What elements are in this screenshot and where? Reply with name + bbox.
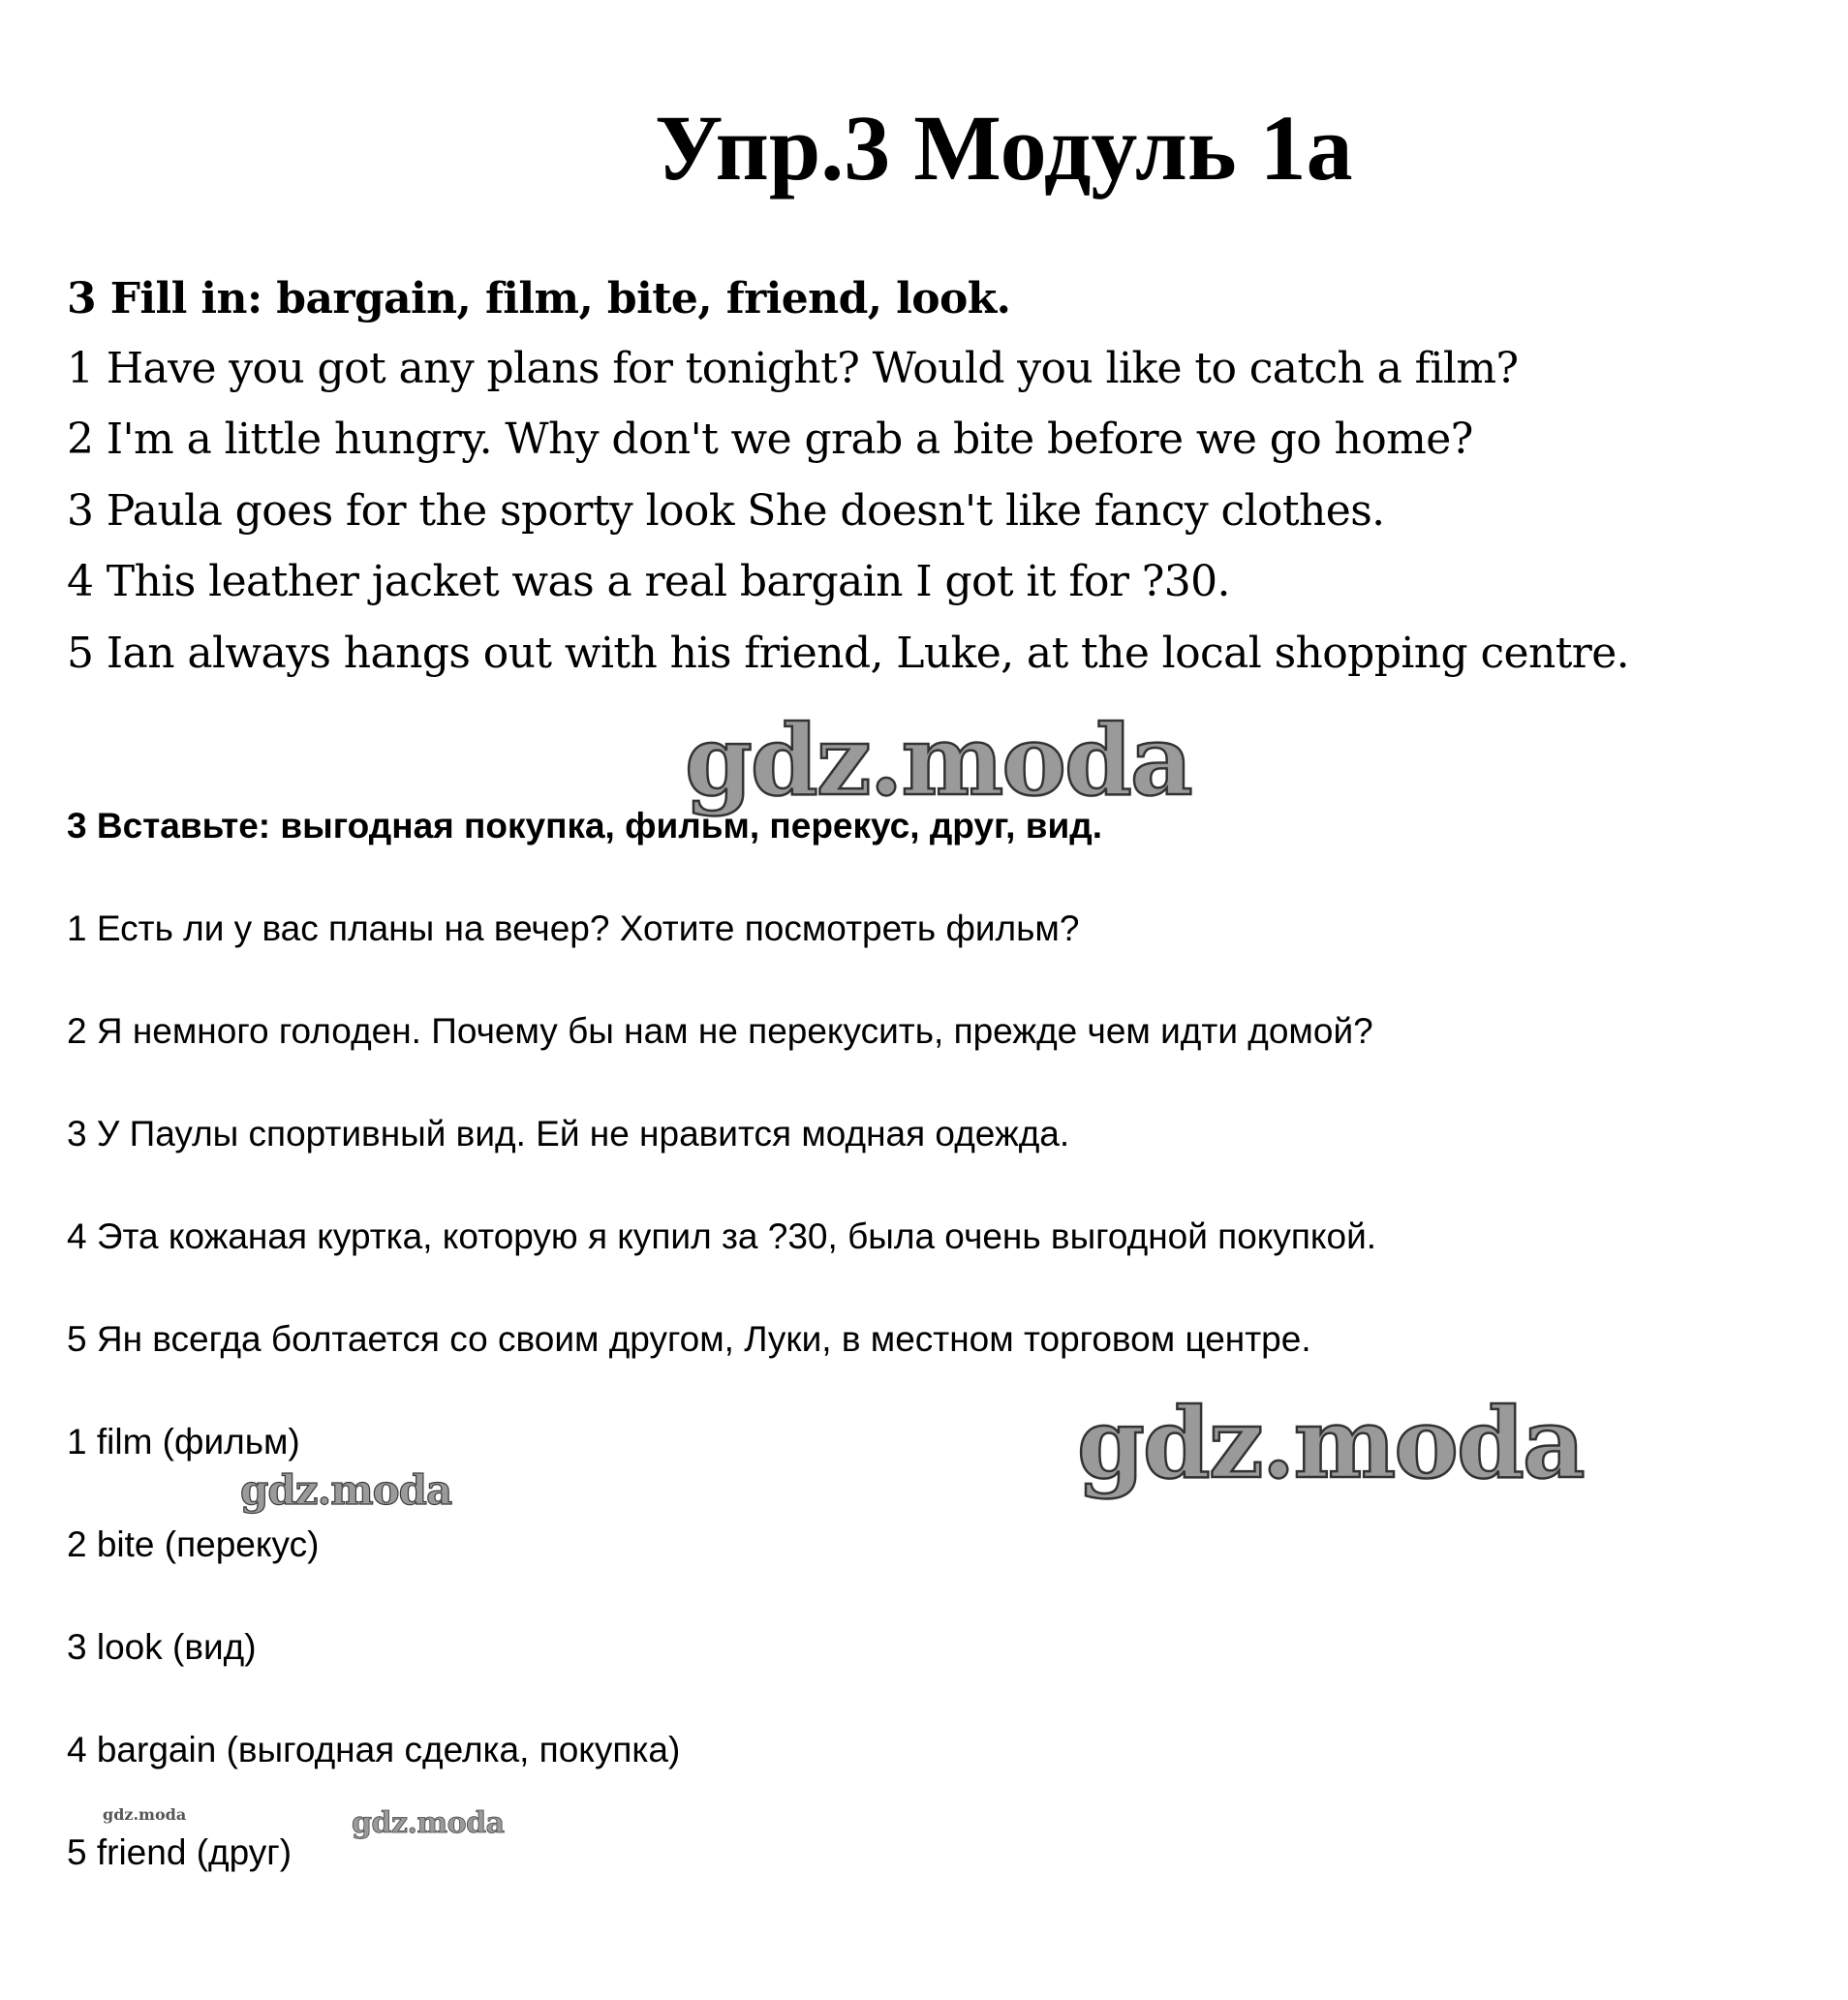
answer-2: 2 bite (перекус): [67, 1524, 320, 1564]
russian-sentence-1: 1 Есть ли у вас планы на вечер? Хотите посмотреть фильм?: [67, 908, 1080, 948]
answer-1: 1 film (фильм): [67, 1422, 300, 1462]
answer-4: 4 bargain (выгодная сделка, покупка): [67, 1730, 681, 1769]
watermark-logo: gdz.moda: [352, 1806, 505, 1840]
english-sentence-1: 1 Have you got any plans for tonight? Would you like to catch a film?: [67, 344, 1519, 393]
russian-sentence-2: 2 Я немного голоден. Почему бы нам не перекусить, прежде чем идти домой?: [67, 1011, 1373, 1051]
russian-task-heading: 3 Вставьте: выгодная покупка, фильм, перекус, друг, вид.: [67, 806, 1102, 846]
page-title: Упр.3 Модуль 1a: [655, 96, 1353, 200]
answer-5: 5 friend (друг): [67, 1832, 293, 1872]
watermark-logo: gdz.moda: [1077, 1386, 1584, 1500]
watermark-logo: gdz.moda: [103, 1805, 187, 1824]
russian-sentence-4: 4 Эта кожаная куртка, которую я купил за ?30, была очень выгодной покупкой.: [67, 1216, 1377, 1256]
watermark-logo: gdz.moda: [685, 703, 1191, 817]
english-sentence-3: 3 Paula goes for the sporty look She doesn't like fancy clothes.: [67, 486, 1385, 536]
watermark-logo: gdz.moda: [240, 1466, 452, 1514]
answer-3: 3 look (вид): [67, 1627, 257, 1667]
english-task-heading: 3 Fill in: bargain, film, bite, friend, look.: [67, 274, 1011, 323]
russian-sentence-3: 3 У Паулы спортивный вид. Ей не нравится модная одежда.: [67, 1114, 1070, 1154]
russian-sentence-5: 5 Ян всегда болтается со своим другом, Луки, в местном торговом центре.: [67, 1319, 1311, 1359]
english-sentence-4: 4 This leather jacket was a real bargain I got it for ?30.: [67, 557, 1230, 606]
english-sentence-5: 5 Ian always hangs out with his friend, Luke, at the local shopping centre.: [67, 629, 1630, 678]
english-sentence-2: 2 I'm a little hungry. Why don't we grab a bite before we go home?: [67, 415, 1473, 464]
